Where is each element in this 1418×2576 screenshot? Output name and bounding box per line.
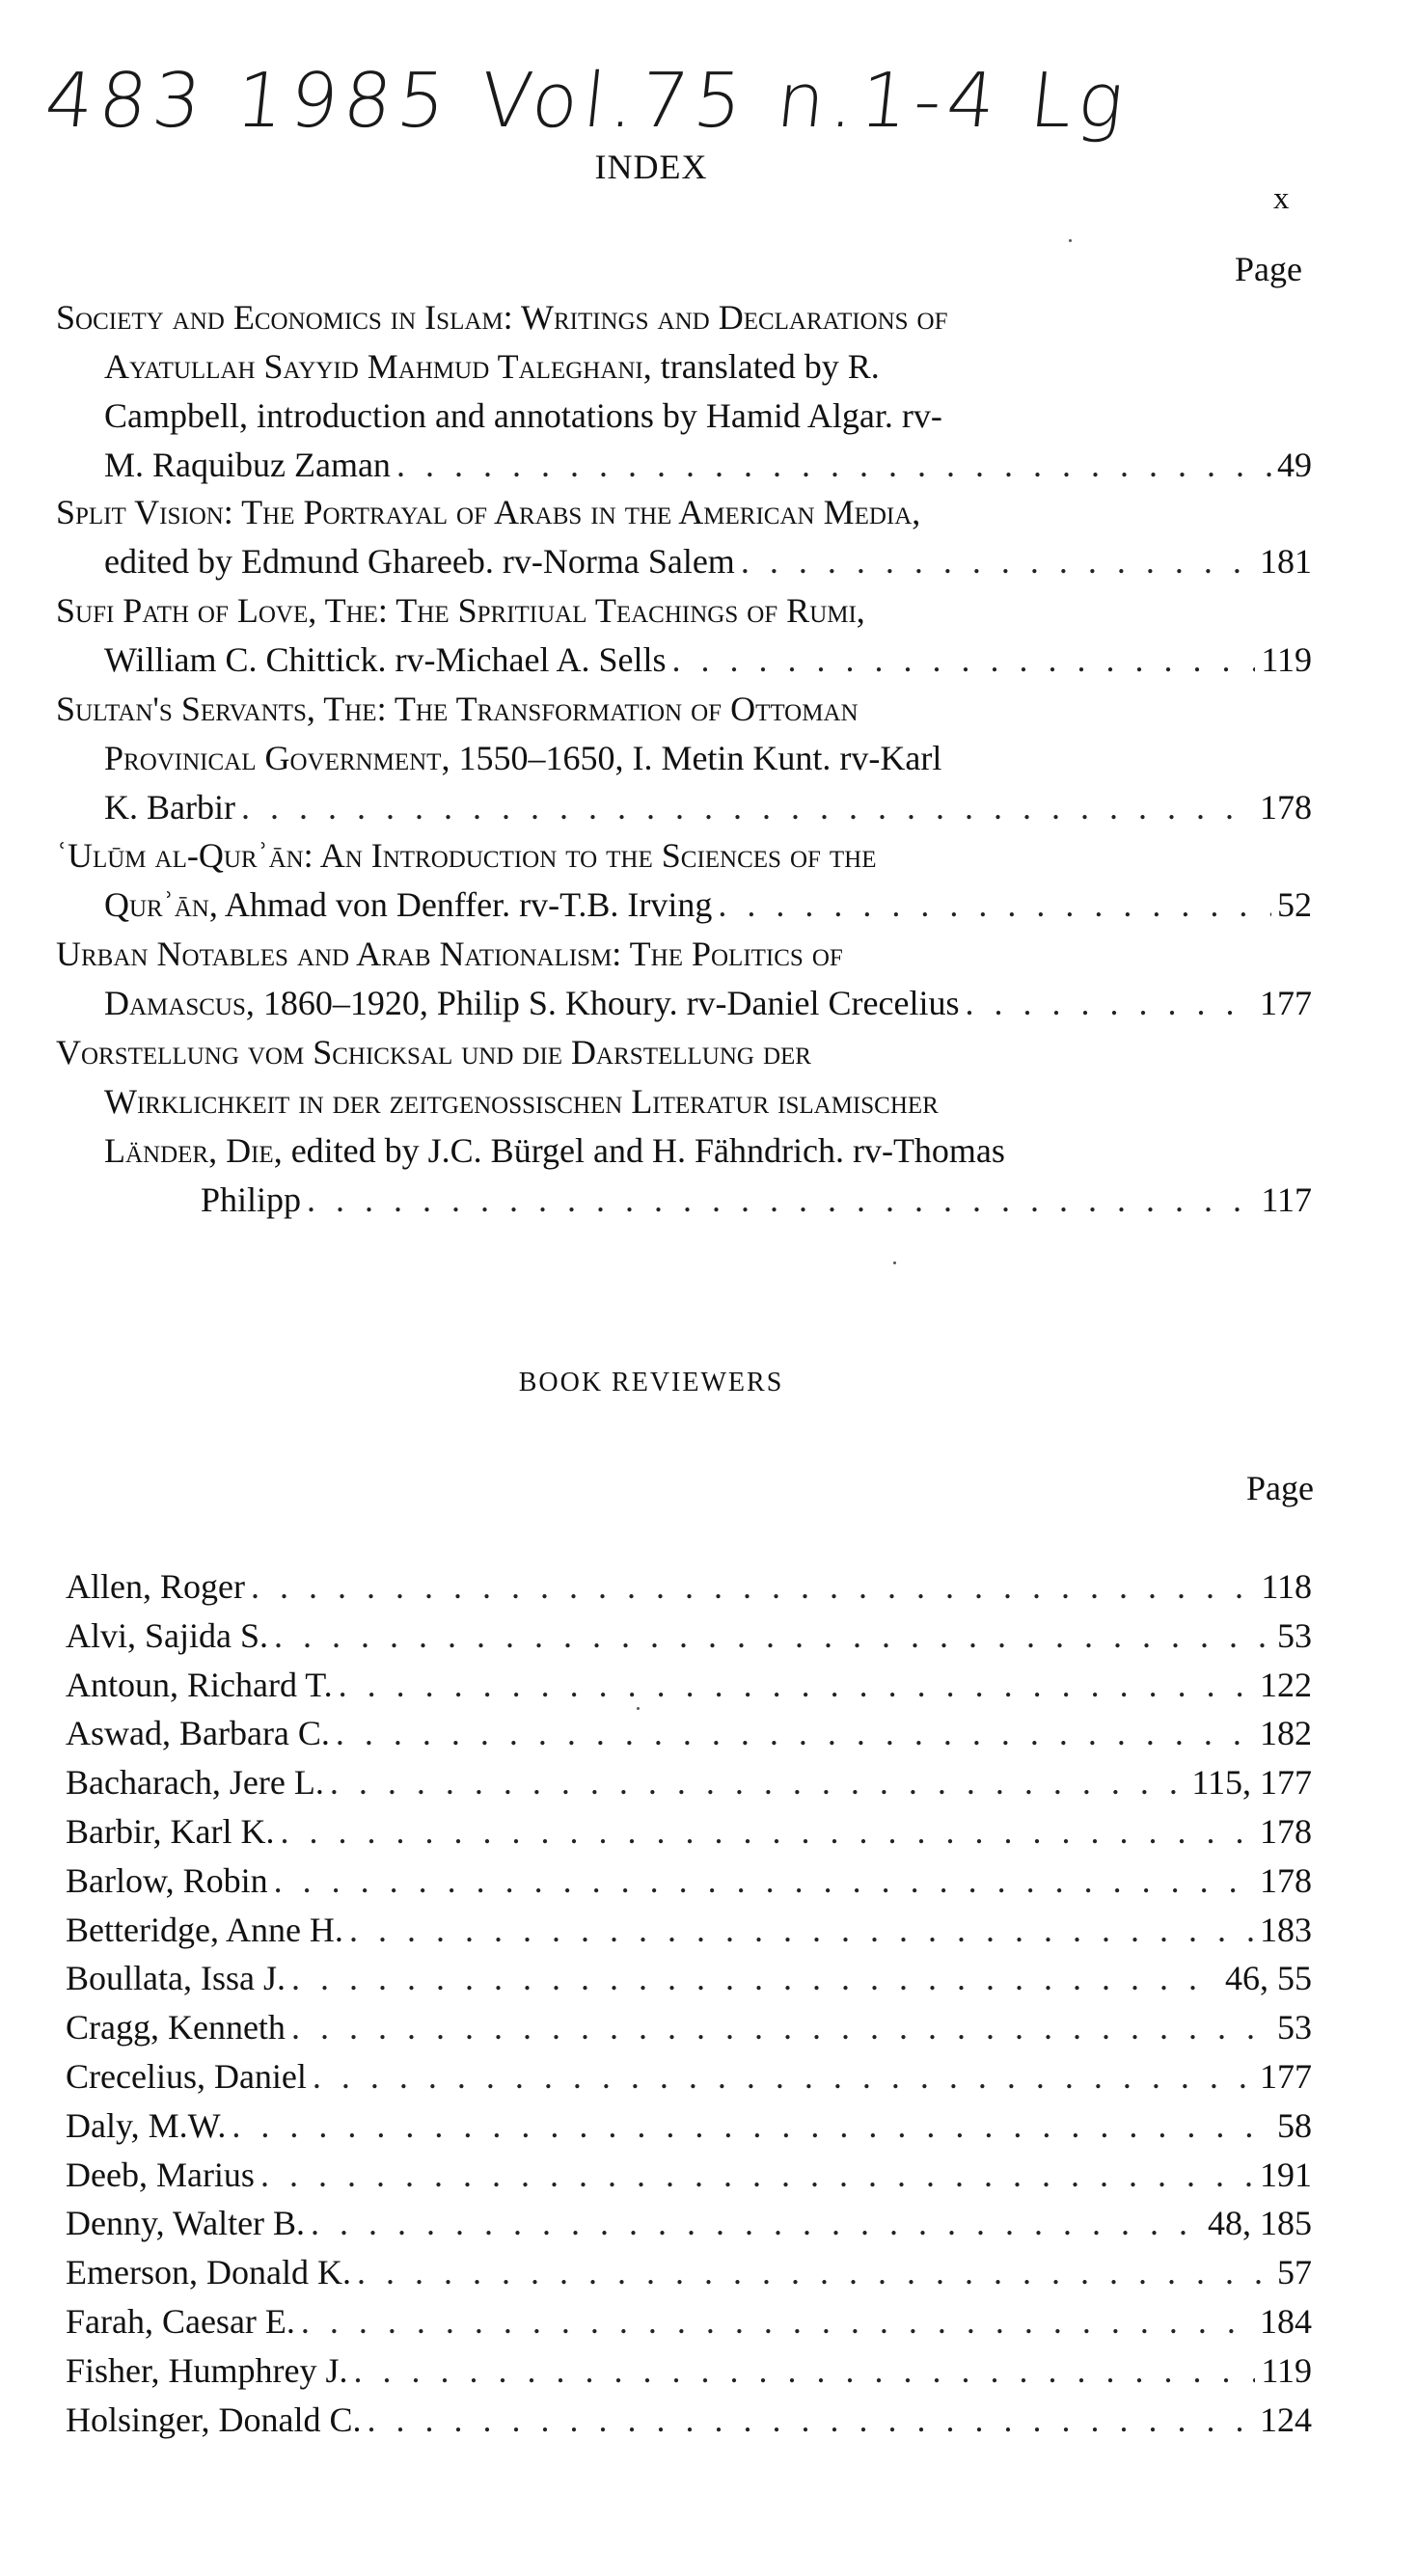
entry-last-line: [56, 983, 1312, 1023]
reviewer-pages: 57: [1277, 2253, 1312, 2291]
index-entry: [56, 835, 1312, 934]
reviewer-row: [66, 2155, 1312, 2195]
reviewer-pages: 183: [1260, 1911, 1312, 1949]
reviewer-row: [66, 1713, 1312, 1753]
reviewer-name: Barlow, Robin: [66, 1861, 268, 1900]
dot-leader: [357, 2252, 1271, 2292]
dot-leader: [718, 884, 1271, 925]
dot-leader: [301, 2301, 1254, 2342]
scan-speck: [637, 1707, 640, 1710]
index-entry: [56, 934, 1312, 1032]
dot-leader: [260, 2155, 1254, 2195]
reviewer-name: Fisher, Humphrey J.: [66, 2351, 348, 2390]
entry-detail-text: 1550–1650, I. Metin Kunt. rv-Karl: [450, 739, 942, 777]
dot-leader: [313, 2056, 1254, 2097]
reviewer-row: [66, 2350, 1312, 2391]
entry-page-number: 52: [1277, 885, 1312, 924]
entry-title-text: ʿUlūm al-Qurʾān: An Introduction to the Sciences of the: [56, 836, 877, 875]
reviewer-row: [66, 1665, 1312, 1705]
dot-leader: [251, 1566, 1255, 1607]
reviewer-row: [66, 2056, 1312, 2097]
reviewer-name: Allen, Roger: [66, 1567, 245, 1606]
dot-leader: [336, 1713, 1254, 1753]
entry-detail-text: Campbell, introduction and annotations by Hamid Algar. rv-: [104, 396, 942, 435]
reviewer-name: Boullata, Issa J.: [66, 1959, 286, 1997]
reviewer-name: Holsinger, Donald C.: [66, 2400, 362, 2439]
entry-detail-text: edited by J.C. Bürgel and H. Fähndrich. rv-Thomas: [282, 1131, 1005, 1170]
index-entry: [56, 689, 1312, 836]
entry-last-line: [56, 787, 1312, 827]
dot-leader: [349, 1910, 1254, 1950]
reviewer-row: [66, 1615, 1312, 1656]
dot-leader: [330, 1762, 1186, 1803]
reviewer-row: [66, 1860, 1312, 1901]
reviewer-name: Aswad, Barbara C.: [66, 1714, 330, 1752]
reviewer-row: [66, 1958, 1312, 1998]
entry-page-number: 119: [1261, 640, 1312, 679]
entry-line: [56, 835, 1312, 876]
entry-last-text: [104, 639, 667, 680]
entry-last-text: [104, 541, 735, 582]
entry-detail-text: M. Raquibuz Zaman: [104, 446, 391, 484]
entry-line: [56, 492, 1312, 532]
entry-line: [56, 1032, 1312, 1072]
dot-leader: [274, 1615, 1271, 1656]
reviewer-name: Farah, Caesar E.: [66, 2302, 295, 2341]
entry-line: [56, 346, 1312, 387]
reviewer-name: Antoun, Richard T.: [66, 1666, 333, 1704]
reviewer-name: Barbir, Karl K.: [66, 1812, 275, 1851]
entry-last-line: [56, 1180, 1312, 1220]
dot-leader: [281, 1811, 1255, 1852]
dot-leader: [311, 2203, 1202, 2243]
reviewer-row: [66, 2400, 1312, 2440]
entry-title-text: Länder, Die,: [104, 1131, 283, 1170]
entry-detail-text: edited by Edmund Ghareeb. rv-Norma Salem: [104, 542, 735, 581]
entry-title-text: Ayatullah Sayyid Mahmud Taleghani,: [104, 347, 652, 386]
reviewer-name: Cragg, Kenneth: [66, 2008, 286, 2047]
reviewer-pages: 48, 185: [1208, 2204, 1312, 2242]
reviewer-pages: 115, 177: [1191, 1763, 1312, 1802]
entry-line: [56, 689, 1312, 729]
dot-leader: [291, 1958, 1219, 1998]
reviewer-row: [66, 2252, 1312, 2292]
entry-line: [56, 590, 1312, 631]
reviewer-name: Alvi, Sajida S.: [66, 1616, 269, 1655]
index-entry: [56, 1032, 1312, 1229]
entry-detail-text: K. Barbir: [104, 788, 235, 827]
entry-title-text: Wirklichkeit in der zeitgenossischen Literatur islamischer: [104, 1082, 939, 1121]
entry-line: [56, 738, 1312, 778]
reviewer-pages: 191: [1260, 2156, 1312, 2194]
dot-leader: [672, 639, 1256, 680]
dot-leader: [307, 1180, 1255, 1220]
entry-detail-text: 1860–1920, Philip S. Khoury. rv-Daniel Crecelius: [254, 984, 960, 1022]
reviewer-row: [66, 1910, 1312, 1950]
entry-title-text: Damascus,: [104, 984, 255, 1022]
reviewer-name: Bacharach, Jere L.: [66, 1763, 324, 1802]
reviewer-pages: 118: [1261, 1567, 1312, 1606]
index-entry: [56, 590, 1312, 689]
reviewer-pages: 53: [1277, 2008, 1312, 2047]
entry-title-text: Vorstellung vom Schicksal und die Darstellung der: [56, 1033, 811, 1071]
dot-leader: [396, 445, 1271, 485]
entry-title-text: Split Vision: The Portrayal of Arabs in the American Media,: [56, 493, 921, 531]
entry-last-line: [56, 639, 1312, 680]
entry-page-number: 117: [1261, 1180, 1312, 1219]
folio-number: x: [1273, 181, 1290, 216]
entry-last-text: [104, 787, 235, 827]
entry-title-text: Qurʾān,: [104, 885, 218, 924]
index-entry: [56, 492, 1312, 590]
page-column-heading: Page: [1235, 250, 1302, 288]
book-reviewers-title: BOOK REVIEWERS: [518, 1368, 784, 1397]
entry-last-text: [104, 983, 959, 1023]
entry-line: [56, 1130, 1312, 1171]
reviewers-page-heading: Page: [1246, 1469, 1314, 1507]
reviewer-pages: 178: [1260, 1861, 1312, 1900]
entry-line: [56, 934, 1312, 974]
handwritten-call-number: 483 1985 Vol.75 n.1-4 Lg: [41, 58, 1134, 145]
reviewer-pages: 58: [1277, 2106, 1312, 2145]
entry-last-text: [201, 1180, 301, 1220]
entry-line: [56, 1081, 1312, 1122]
dot-leader: [232, 2105, 1271, 2146]
scan-speck: [893, 1261, 896, 1264]
index-entry: [56, 297, 1312, 494]
dot-leader: [241, 787, 1254, 827]
reviewer-pages: 184: [1260, 2302, 1312, 2341]
reviewer-pages: 182: [1260, 1714, 1312, 1752]
entry-last-line: [56, 445, 1312, 485]
entry-title-text: Sufi Path of Love, The: The Spritiual Teachings of Rumi,: [56, 591, 865, 630]
entry-detail-text: Philipp: [201, 1180, 302, 1219]
entry-detail-text: William C. Chittick. rv-Michael A. Sells: [104, 640, 667, 679]
dot-leader: [274, 1860, 1254, 1901]
reviewer-row: [66, 1811, 1312, 1852]
reviewer-row: [66, 1762, 1312, 1803]
reviewer-name: Daly, M.W.: [66, 2106, 227, 2145]
dot-leader: [965, 983, 1254, 1023]
entry-title-text: Society and Economics in Islam: Writings and Declarations of: [56, 298, 948, 337]
reviewer-row: [66, 2007, 1312, 2047]
reviewer-name: Crecelius, Daniel: [66, 2057, 307, 2096]
reviewer-row: [66, 2203, 1312, 2243]
reviewer-row: [66, 2105, 1312, 2146]
entry-line: [56, 395, 1312, 436]
entry-detail-text: translated by R.: [651, 347, 880, 386]
entry-page-number: 177: [1260, 984, 1312, 1022]
reviewer-pages: 119: [1261, 2351, 1312, 2390]
reviewer-name: Betteridge, Anne H.: [66, 1911, 343, 1949]
entry-last-text: [104, 445, 391, 485]
reviewer-pages: 53: [1277, 1616, 1312, 1655]
reviewer-name: Denny, Walter B.: [66, 2204, 306, 2242]
entry-page-number: 181: [1260, 542, 1312, 581]
index-title: INDEX: [594, 148, 708, 186]
reviewer-row: [66, 1566, 1312, 1607]
entry-detail-text: Ahmad von Denffer. rv-T.B. Irving: [217, 885, 713, 924]
entry-last-text: [104, 884, 712, 925]
reviewer-pages: 177: [1260, 2057, 1312, 2096]
scan-speck: [1069, 239, 1072, 242]
entry-line: [56, 297, 1312, 338]
dot-leader: [291, 2007, 1271, 2047]
entry-title-text: Urban Notables and Arab Nationalism: The Politics of: [56, 935, 843, 973]
entry-page-number: 178: [1260, 788, 1312, 827]
reviewer-pages: 178: [1260, 1812, 1312, 1851]
entry-title-text: Provinical Government,: [104, 739, 450, 777]
reviewer-name: Deeb, Marius: [66, 2156, 255, 2194]
reviewer-pages: 122: [1260, 1666, 1312, 1704]
dot-leader: [339, 1665, 1254, 1705]
dot-leader: [354, 2350, 1256, 2391]
entry-page-number: 49: [1277, 446, 1312, 484]
dot-leader: [741, 541, 1254, 582]
reviewer-name: Emerson, Donald K.: [66, 2253, 351, 2291]
dot-leader: [368, 2400, 1254, 2440]
reviewer-pages: 124: [1260, 2400, 1312, 2439]
entry-last-line: [56, 884, 1312, 925]
reviewer-row: [66, 2301, 1312, 2342]
entry-title-text: Sultan's Servants, The: The Transformation of Ottoman: [56, 690, 859, 728]
reviewer-pages: 46, 55: [1225, 1959, 1312, 1997]
entry-last-line: [56, 541, 1312, 582]
